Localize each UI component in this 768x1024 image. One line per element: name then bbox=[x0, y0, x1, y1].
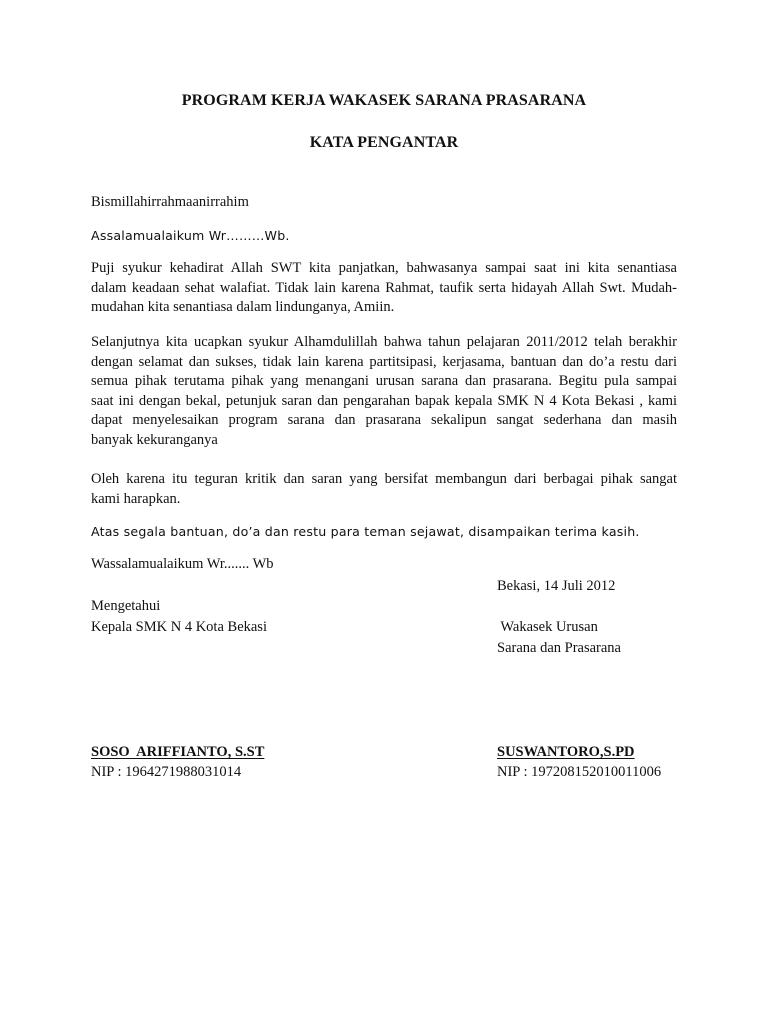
paragraph-2-line: banyak kekuranganya bbox=[91, 431, 218, 448]
paragraph-1 bbox=[91, 259, 677, 318]
closing-greeting: Wassalamualaikum Wr....... Wb bbox=[91, 556, 274, 572]
paragraph-2-line: Selanjutnya kita ucapkan syukur Alhamdulillah bahwa tahun pelajaran 2011/2012 telah berakhir bbox=[91, 334, 677, 350]
salam-greeting: Assalamualaikum Wr………Wb. bbox=[91, 228, 290, 243]
paragraph-3-line: Oleh karena itu teguran kritik dan saran yang bersifat membangun dari berbagai pihak sangat bbox=[91, 471, 677, 487]
right-signatory-position-line2: Sarana dan Prasarana bbox=[497, 640, 621, 656]
paragraph-2-line: dapat menyelesaikan program sarana dan prasarana sekalipun sangat sederhana dan masih bbox=[91, 412, 677, 429]
document-title: PROGRAM KERJA WAKASEK SARANA PRASARANA bbox=[181, 92, 587, 109]
paragraph-3-line: kami harapkan. bbox=[91, 490, 181, 507]
place-date: Bekasi, 14 Juli 2012 bbox=[497, 578, 616, 594]
paragraph-4: Atas segala bantuan, do’a dan restu para teman sejawat, disampaikan terima kasih. bbox=[91, 524, 640, 539]
left-signatory-position: Kepala SMK N 4 Kota Bekasi bbox=[91, 619, 267, 635]
paragraph-2-line: semua pihak terutama pihak yang menangani urusan sarana dan prasarana. Begitu pula sampai bbox=[91, 373, 677, 390]
paragraph-2 bbox=[91, 333, 677, 451]
document-subtitle: KATA PENGANTAR bbox=[309, 134, 459, 151]
left-acknowledge-label: Mengetahui bbox=[91, 598, 161, 614]
paragraph-2-line: dengan selamat dan sukses, tidak lain karena partitsipasi, kerjasama, bantuan dan do’a restu dari bbox=[91, 353, 677, 370]
paragraph-1-line: mudahan kita senantiasa dalam lindunganya, Amiin. bbox=[91, 299, 395, 316]
paragraph-1-line: Puji syukur kehadirat Allah SWT kita panjatkan, bahwasanya sampai saat ini kita senantiasa bbox=[91, 260, 677, 276]
right-signatory-position-line1: Wakasek Urusan bbox=[497, 619, 598, 635]
paragraph-1-line: dalam keadaan sehat walafiat. Tidak lain karena Rahmat, taufik serta hidayah Allah Swt. Mudah- bbox=[91, 279, 677, 296]
opening-greeting: Bismillahirrahmaanirrahim bbox=[91, 194, 249, 210]
left-signatory-nip: NIP : 1964271988031014 bbox=[91, 764, 242, 780]
left-signatory-name: SOSO ARIFFIANTO, S.ST bbox=[91, 744, 265, 760]
right-signatory-name: SUSWANTORO,S.PD bbox=[497, 744, 635, 760]
paragraph-3 bbox=[91, 470, 677, 509]
right-signatory-nip: NIP : 197208152010011006 bbox=[497, 764, 662, 780]
paragraph-2-line: saat ini dengan bekal, petunjuk saran dan pengarahan bapak kepala SMK N 4 Kota Bekasi , kami bbox=[91, 392, 677, 409]
